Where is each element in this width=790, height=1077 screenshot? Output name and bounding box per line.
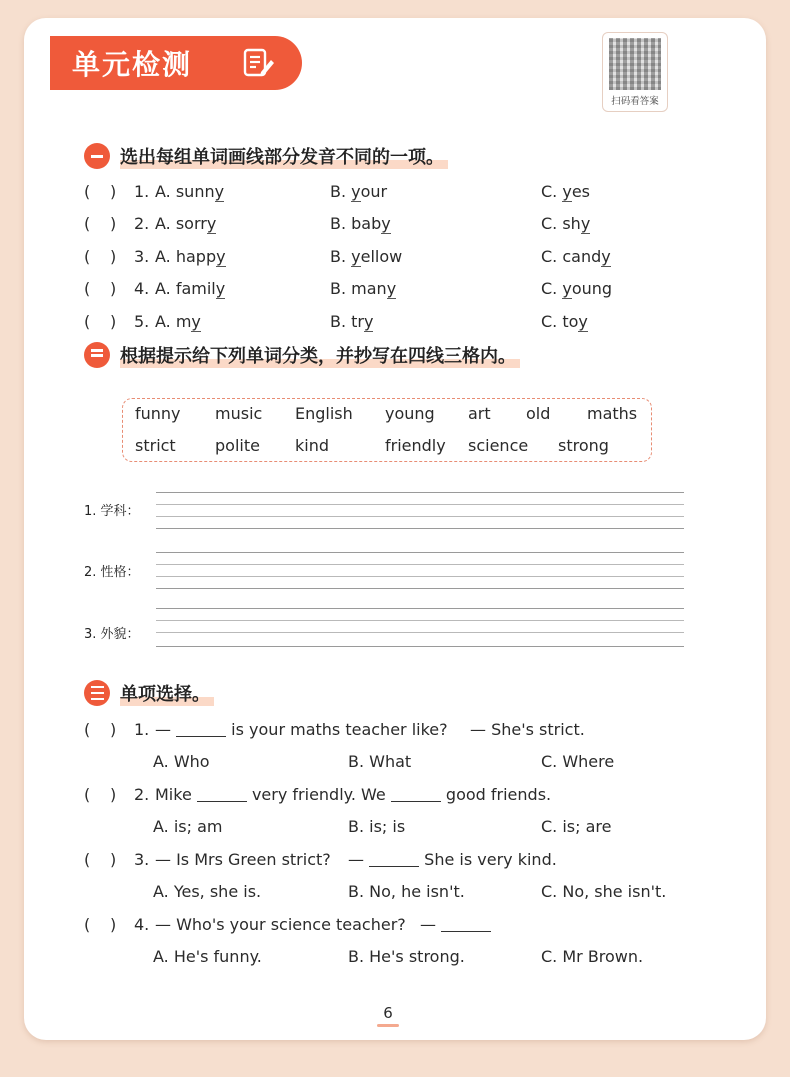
category-label-appearance: 3. 外貌： <box>84 627 140 642</box>
answer-blank[interactable] <box>197 785 247 802</box>
pronunciation-question-4 <box>0 275 790 303</box>
answer-paren-open[interactable]: ( <box>84 312 91 331</box>
answer-blank[interactable] <box>441 915 491 932</box>
question-reply: — She is very kind. <box>348 850 557 869</box>
answer-paren-close: ) <box>110 214 117 233</box>
word-item: funny <box>135 404 181 423</box>
section-1-title: 选出每组单词画线部分发音不同的一项。 <box>120 143 448 169</box>
page-number: 6 <box>383 1004 393 1022</box>
mc-options-4: A. He's funny. B. He's strong. C. Mr Brown. <box>153 947 644 966</box>
word-item: strict <box>135 436 176 455</box>
option-c: C. shy <box>541 214 591 233</box>
mc-question-1: ( ) 1. — is your maths teacher like? — She's strict. <box>0 716 790 744</box>
option-a: A. my <box>155 312 201 331</box>
word-item: polite <box>215 436 260 455</box>
word-item: art <box>468 404 491 423</box>
answer-paren-open[interactable]: ( <box>84 247 91 266</box>
option-a: A. happy <box>155 247 226 266</box>
question-number: 3. <box>134 247 150 266</box>
option-a: A. sorry <box>155 214 217 233</box>
question-number: 1. <box>134 182 150 201</box>
word-item: kind <box>295 436 330 455</box>
option-b: B. many <box>330 279 397 298</box>
option-a: A. sunny <box>155 182 225 201</box>
section-1-number <box>84 143 110 169</box>
unit-test-banner <box>50 36 302 90</box>
category-label-personality: 2. 性格： <box>84 565 140 580</box>
pronunciation-question-5 <box>0 308 790 336</box>
question-number: 4. <box>134 279 150 298</box>
question-number: 2. <box>134 214 150 233</box>
word-item: English <box>295 404 353 423</box>
mc-options-1: A. Who B. What C. Where <box>153 752 615 771</box>
question-reply: — <box>420 911 491 939</box>
section-1-header <box>84 143 448 169</box>
answer-paren-close: ) <box>110 182 117 201</box>
answer-qr-code[interactable] <box>602 32 668 112</box>
answer-blank[interactable] <box>391 785 441 802</box>
answer-paren-open[interactable]: ( <box>84 279 91 298</box>
question-text: Mike very friendly. We good friends. <box>155 785 552 804</box>
word-item: friendly <box>385 436 446 455</box>
answer-blank[interactable] <box>369 850 419 867</box>
answer-blank[interactable] <box>176 720 226 737</box>
mc-question-4: ( ) 4. — Who's your science teacher? — <box>0 911 790 939</box>
answer-paren-open[interactable]: ( <box>84 182 91 201</box>
option-c: C. yes <box>541 182 590 201</box>
qr-image <box>609 38 661 90</box>
section-2-header <box>84 342 520 368</box>
answer-paren-open[interactable]: ( <box>84 214 91 233</box>
answer-paren-close: ) <box>110 312 117 331</box>
option-c: C. toy <box>541 312 588 331</box>
option-b: B. baby <box>330 214 391 233</box>
option-b: B. yellow <box>330 247 403 266</box>
section-2-number <box>84 342 110 368</box>
option-c: C. candy <box>541 247 611 266</box>
page-number-underline <box>377 1024 399 1027</box>
word-item: science <box>468 436 529 455</box>
word-item: music <box>215 404 263 423</box>
mc-options-3: A. Yes, she is. B. No, he isn't. C. No, she isn't. <box>153 882 667 901</box>
section-3-title: 单项选择。 <box>120 680 214 706</box>
answer-paren-close: ) <box>110 279 117 298</box>
section-3-header <box>84 680 214 706</box>
category-label-subject: 1. 学科： <box>84 504 140 519</box>
banner-title: 单元检测 <box>72 48 193 81</box>
notepad-pencil-icon <box>242 48 276 78</box>
qr-caption: 扫码看答案 <box>611 96 659 107</box>
option-b: B. try <box>330 312 374 331</box>
pronunciation-question-2 <box>0 210 790 238</box>
answer-paren-close: ) <box>110 247 117 266</box>
section-3-number <box>84 680 110 706</box>
word-item: old <box>526 404 551 423</box>
option-b: B. your <box>330 182 388 201</box>
word-bank-box <box>122 398 652 462</box>
option-c: C. young <box>541 279 613 298</box>
word-item: maths <box>587 404 638 423</box>
option-a: A. family <box>155 279 226 298</box>
pronunciation-question-1 <box>0 178 790 206</box>
mc-options-2: A. is; am B. is; is C. is; are <box>153 817 612 836</box>
mc-question-3: ( ) 3. — Is Mrs Green strict? — She is very kind. <box>0 846 790 874</box>
word-item: young <box>385 404 435 423</box>
mc-question-2: ( ) 2. Mike very friendly. We good friends. <box>0 781 790 809</box>
question-text: — is your maths teacher like? <box>155 720 448 739</box>
question-number: 5. <box>134 312 150 331</box>
pronunciation-question-3 <box>0 243 790 271</box>
section-2-title: 根据提示给下列单词分类，并抄写在四线三格内。 <box>120 342 520 368</box>
word-item: strong <box>558 436 609 455</box>
